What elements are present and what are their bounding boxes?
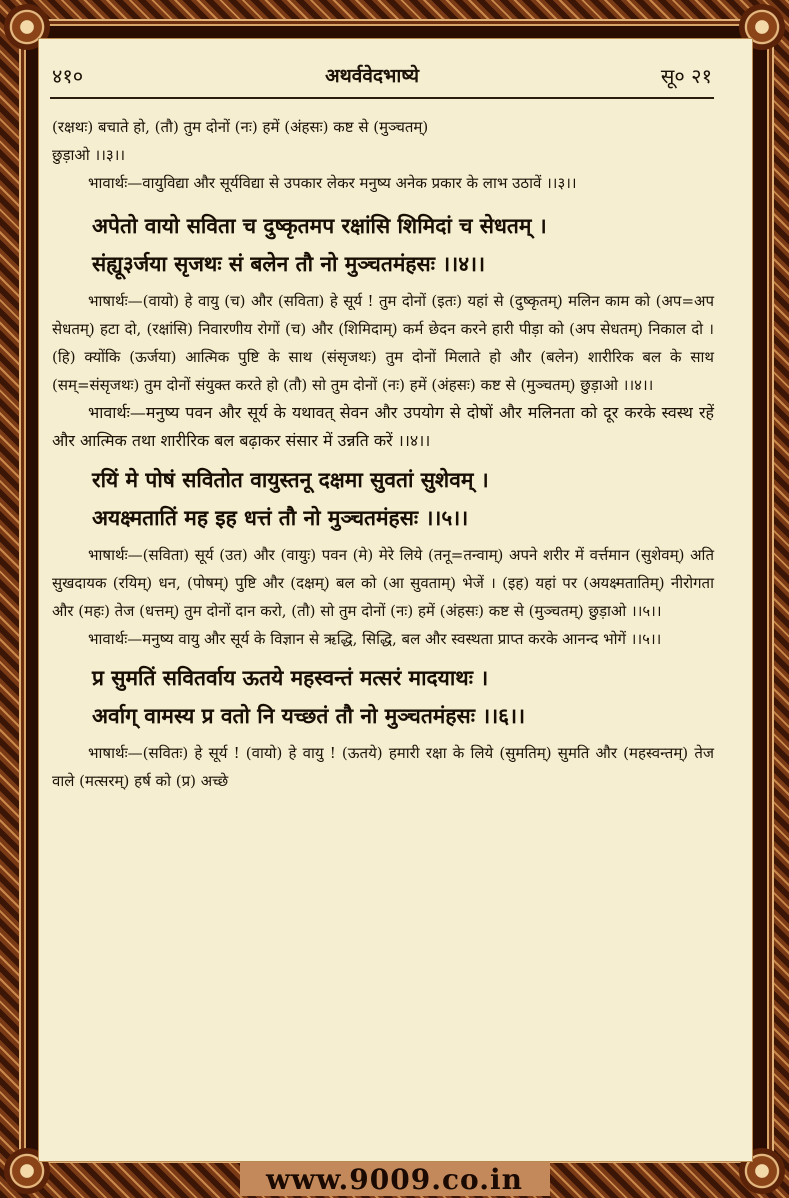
- mantra-line: अयक्ष्मतातिं मह इह धत्तं तौ नो मुञ्चतमंहसः ।।५।।: [92, 505, 469, 530]
- mantra-5: [52, 461, 714, 537]
- page-number: ४१०: [52, 63, 84, 88]
- page-content: [52, 113, 714, 795]
- bhashya-6: भाषार्थः—(सवितः) हे सूर्य ! (वायो) हे वायु ! (ऊतये) हमारी रक्षा के लिये (सुमतिम्) सुमति और (महस्वन्तम्) तेज वाले (मत्सरम्) हर्ष को (प्र) अच्छे: [52, 744, 714, 790]
- commentary-continued: [52, 113, 714, 169]
- page-header: [52, 58, 712, 92]
- mantra-4: [52, 207, 714, 283]
- mantra-line: रयिं मे पोषं सवितोत वायुस्तनू दक्षमा सुवतां सुशेवम् ।: [92, 467, 489, 492]
- bhavarth-3: भावार्थः—वायुविद्या और सूर्यविद्या से उपकार लेकर मनुष्य अनेक प्रकार के लाभ उठावें ।।३।।: [88, 174, 577, 192]
- header-divider: [50, 97, 714, 99]
- text-line: छुड़ाओ ।।३।।: [52, 146, 126, 164]
- page-title: अथर्ववेदभाष्ये: [325, 65, 420, 87]
- mantra-line: प्र सुमतिं सवितर्वाय ऊतये महस्वन्तं मत्सरं मादयाथः ।: [92, 665, 489, 690]
- sukta-number: सू० २१: [660, 63, 712, 88]
- mantra-line: अपेतो वायो सविता च दुष्कृतमप रक्षांसि शिमिदां च सेधतम् ।: [92, 213, 547, 238]
- text-line: (रक्षथः) बचाते हो, (तौ) तुम दोनों (नः) हमें (अंहसः) कष्ट से (मुञ्चतम्): [52, 118, 429, 136]
- bhashya-4: भाषार्थः—(वायो) हे वायु (च) और (सविता) हे सूर्य ! तुम दोनों (इतः) यहां से (दुष्कृतम्) मलिन काम को (अप=अप सेधतम्) हटा दो, (रक्षांसि) निवारणीय रोगों (च) और (शिमिदाम्) कर्म छेदन करने हारी पीड़ा को (अप सेधतम्) निकाल दो । (हि) क्योंकि (ऊर्जया) आत्मिक पुष्टि के साथ (संसृजथः) तुम दोनों मिलाते हो और (बलेन) शारीरिक बल के साथ (सम्=संसृजथः) तुम दोनों संयुक्त करते हो (तौ) सो तुम दोनों (नः) हमें (अंहसः) कष्ट से (मुञ्चतम्) छुड़ाओ ।।४।।: [52, 292, 714, 394]
- mantra-6: [52, 659, 714, 735]
- bhavarth-4: भावार्थः—मनुष्य पवन और सूर्य के यथावत् सेवन और उपयोग से दोषों और मलिनता को दूर करके स्वस्थ रहें और आत्मिक तथा शारीरिक बल बढ़ाकर संसार में उन्नति करें ।।४।।: [52, 403, 714, 450]
- mantra-line: अर्वाग् वामस्य प्र वतो नि यच्छतं तौ नो मुञ्चतमंहसः ।।६।।: [92, 703, 526, 728]
- bhavarth-5: भावार्थः—मनुष्य वायु और सूर्य के विज्ञान से ऋद्धि, सिद्धि, बल और स्वस्थता प्राप्त करके आनन्द भोगें ।।५।।: [88, 630, 662, 648]
- mantra-line: संह्यू३र्जया सृजथः सं बलेन तौ नो मुञ्चतमंहसः ।।४।।: [92, 251, 486, 276]
- bhashya-5: भाषार्थः—(सविता) सूर्य (उत) और (वायुः) पवन (मे) मेरे लिये (तनू=तन्वाम्) अपने शरीर में वर्त्तमान (सुशेवम्) अति सुखदायक (रयिम्) धन, (पोषम्) पुष्टि और (दक्षम्) बल को (आ सुवताम्) भेजें । (इह) यहां पर (अयक्ष्मतातिम्) नीरोगता और (महः) तेज (धत्तम्) तुम दोनों दान करो, (तौ) सो तुम दोनों (नः) हमें (अंहसः) कष्ट से (मुञ्चतम्) छुड़ाओ ।।५।।: [52, 546, 714, 620]
- website-link[interactable]: www.9009.co.in: [266, 1163, 523, 1196]
